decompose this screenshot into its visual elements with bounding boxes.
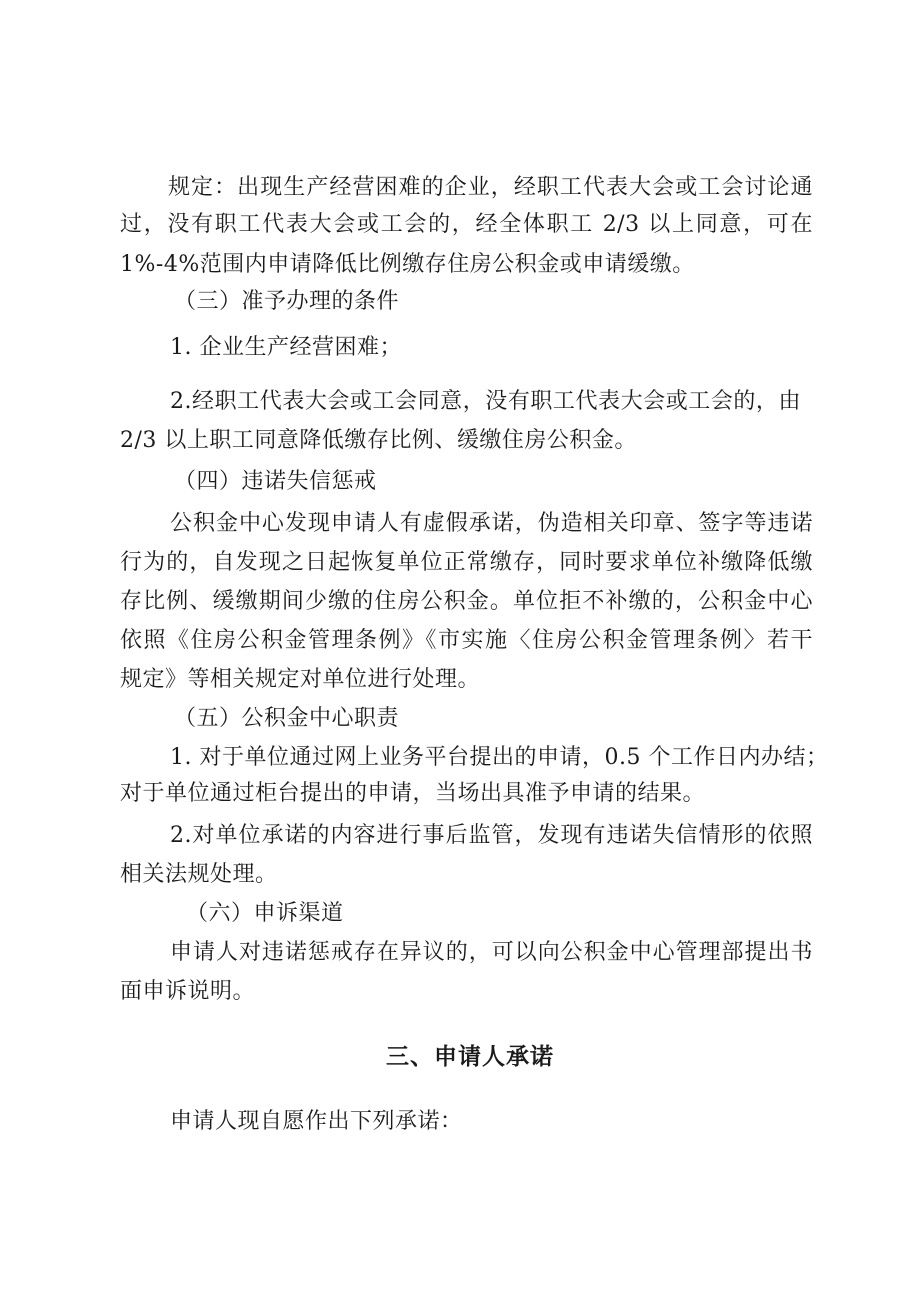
paragraph-line: 存比例、缓缴期间少缴的住房公积金。单位拒不补缴的，公积金中心 xyxy=(120,589,813,614)
paragraph-line: 规定》等相关规定对单位进行处理。 xyxy=(120,667,481,692)
list-item-line: 2.对单位承诺的内容进行事后监管，发现有违诺失信情形的依照 xyxy=(170,823,813,848)
section-heading: （五）公积金中心职责 xyxy=(174,706,400,731)
list-item-line: 对于单位通过柜台提出的申请，当场出具准予申请的结果。 xyxy=(120,781,706,806)
paragraph-line: 过，没有职工代表大会或工会的，经全体职工 2/3 以上同意，可在 xyxy=(120,212,813,237)
paragraph-line: 申请人对违诺惩戒存在异议的，可以向公积金中心管理部提出书 xyxy=(170,940,813,965)
list-item-line: 相关法规处理。 xyxy=(120,862,278,887)
list-item-line: 2/3 以上职工同意降低缴存比例、缓缴住房公积金。 xyxy=(120,428,637,453)
part-heading: 三、申请人承诺 xyxy=(386,1044,554,1070)
list-item-line: 2.经职工代表大会或工会同意，没有职工代表大会或工会的，由 xyxy=(170,389,801,414)
paragraph-line: 公积金中心发现申请人有虚假承诺，伪造相关印章、签字等违诺 xyxy=(170,511,813,536)
list-item: 1. 企业生产经营困难； xyxy=(170,335,402,360)
paragraph-line: 面申诉说明。 xyxy=(120,979,256,1004)
paragraph-line: 依照《住房公积金管理条例》《市实施〈住房公积金管理条例〉若干 xyxy=(120,628,813,653)
section-heading: （四）违诺失信惩戒 xyxy=(174,469,377,494)
paragraph-line: 申请人现自愿作出下列承诺： xyxy=(170,1109,463,1134)
section-heading: （六）申诉渠道 xyxy=(186,901,344,926)
paragraph-line: 行为的，自发现之日起恢复单位正常缴存，同时要求单位补缴降低缴 xyxy=(120,550,813,575)
section-heading: （三）准予办理的条件 xyxy=(174,289,400,314)
list-item-line: 1. 对于单位通过网上业务平台提出的申请，0.5 个工作日内办结； xyxy=(170,745,829,770)
paragraph-line: 规定：出现生产经营困难的企业，经职工代表大会或工会讨论通 xyxy=(168,175,813,200)
paragraph-line: 1%-4%范围内申请降低比例缴存住房公积金或申请缓缴。 xyxy=(120,252,695,277)
